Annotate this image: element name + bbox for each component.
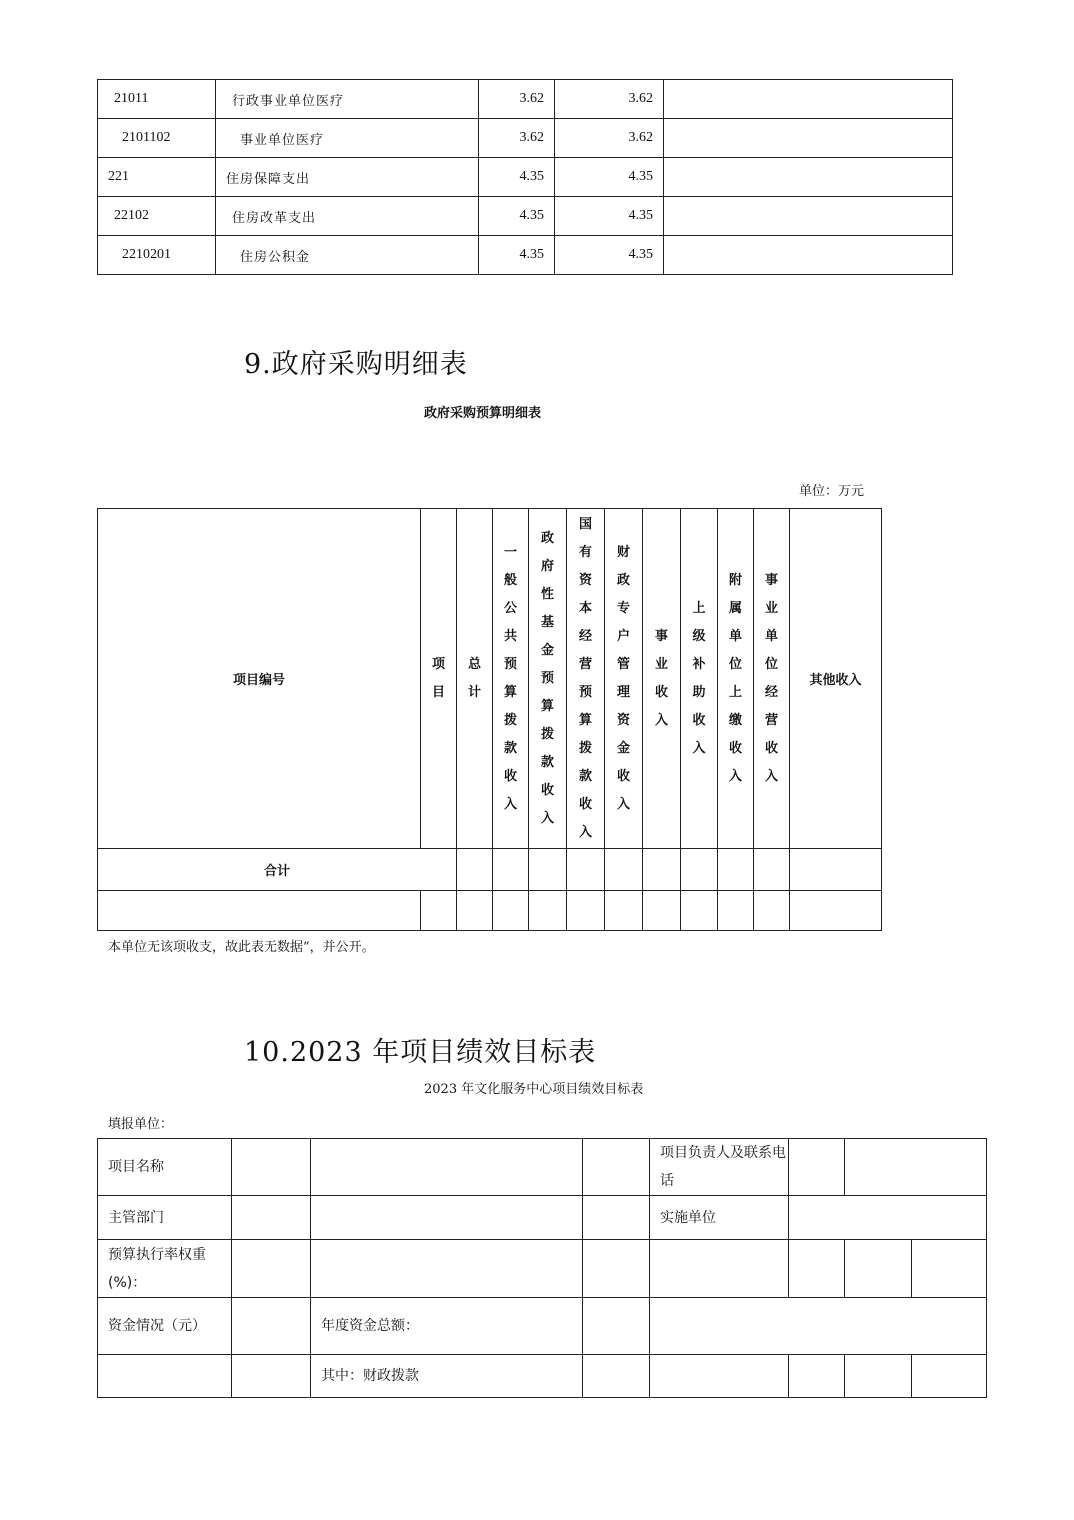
header-other-income: 其他收入 — [790, 509, 882, 849]
section-10-title: 10.2023 年项目绩效目标表 — [244, 1037, 597, 1068]
header-gov-fund: 政府性基金预算拨款收入 — [529, 509, 567, 849]
row-value-1: 3.62 — [479, 119, 555, 158]
row-empty — [664, 80, 953, 119]
header-project-code: 项目编号 — [98, 509, 421, 849]
row-name: 住房保障支出 — [216, 158, 479, 197]
row-code: 2210201 — [98, 236, 216, 275]
row-empty — [664, 197, 953, 236]
row-value-2: 3.62 — [555, 80, 664, 119]
row-code: 21011 — [98, 80, 216, 119]
procurement-table — [97, 508, 882, 931]
weight-label: 预算执行率权重(%)： — [98, 1240, 232, 1298]
procurement-note: 本单位无该项收支，故此表无数据”，并公开。 — [108, 940, 375, 955]
row-empty — [664, 158, 953, 197]
table-row — [98, 158, 953, 197]
fiscal-label: 其中：财政拨款 — [311, 1355, 583, 1398]
row-value-2: 4.35 — [555, 197, 664, 236]
procurement-table-caption: 政府采购预算明细表 — [424, 406, 542, 421]
impl-unit-label: 实施单位 — [650, 1196, 789, 1240]
header-operating-income: 事业单位经营收入 — [754, 509, 790, 849]
fill-unit-label: 填报单位： — [108, 1117, 174, 1132]
performance-table — [97, 1138, 987, 1398]
header-superior-subsidy: 上级补助收入 — [681, 509, 718, 849]
row-value-1: 4.35 — [479, 197, 555, 236]
row-code: 221 — [98, 158, 216, 197]
row-name: 事业单位医疗 — [216, 119, 479, 158]
table-row — [98, 80, 953, 119]
funds-label: 资金情况（元） — [98, 1298, 232, 1355]
row-name: 行政事业单位医疗 — [216, 80, 479, 119]
unit-label: 单位：万元 — [799, 484, 865, 499]
section-9-title: 9.政府采购明细表 — [244, 349, 468, 380]
annual-total-label: 年度资金总额： — [311, 1298, 583, 1355]
row-empty — [664, 119, 953, 158]
row-value-1: 4.35 — [479, 158, 555, 197]
contact-label: 项目负责人及联系电话 — [650, 1139, 789, 1196]
header-general-budget: 一般公共预算拨款收入 — [493, 509, 529, 849]
table-row — [98, 236, 953, 275]
header-item: 项目 — [421, 509, 457, 849]
row-code: 22102 — [98, 197, 216, 236]
row-code: 2101102 — [98, 119, 216, 158]
row-value-2: 3.62 — [555, 119, 664, 158]
row-name: 住房改革支出 — [216, 197, 479, 236]
row-value-1: 4.35 — [479, 236, 555, 275]
row-value-2: 4.35 — [555, 236, 664, 275]
header-business-income: 事业收入 — [643, 509, 681, 849]
total-label: 合计 — [98, 849, 457, 891]
row-value-1: 3.62 — [479, 80, 555, 119]
dept-label: 主管部门 — [98, 1196, 232, 1240]
table-row — [98, 197, 953, 236]
performance-table-caption: 2023 年文化服务中心项目绩效目标表 — [424, 1082, 644, 1097]
header-total: 总计 — [457, 509, 493, 849]
header-affiliated-income: 附属单位上缴收入 — [718, 509, 754, 849]
row-name: 住房公积金 — [216, 236, 479, 275]
table-row — [98, 119, 953, 158]
row-empty — [664, 236, 953, 275]
budget-detail-table — [97, 79, 953, 275]
row-value-2: 4.35 — [555, 158, 664, 197]
project-name-label: 项目名称 — [98, 1139, 232, 1196]
header-state-capital: 国有资本经营预算拨款收入 — [567, 509, 605, 849]
header-special-account: 财政专户管理资金收入 — [605, 509, 643, 849]
